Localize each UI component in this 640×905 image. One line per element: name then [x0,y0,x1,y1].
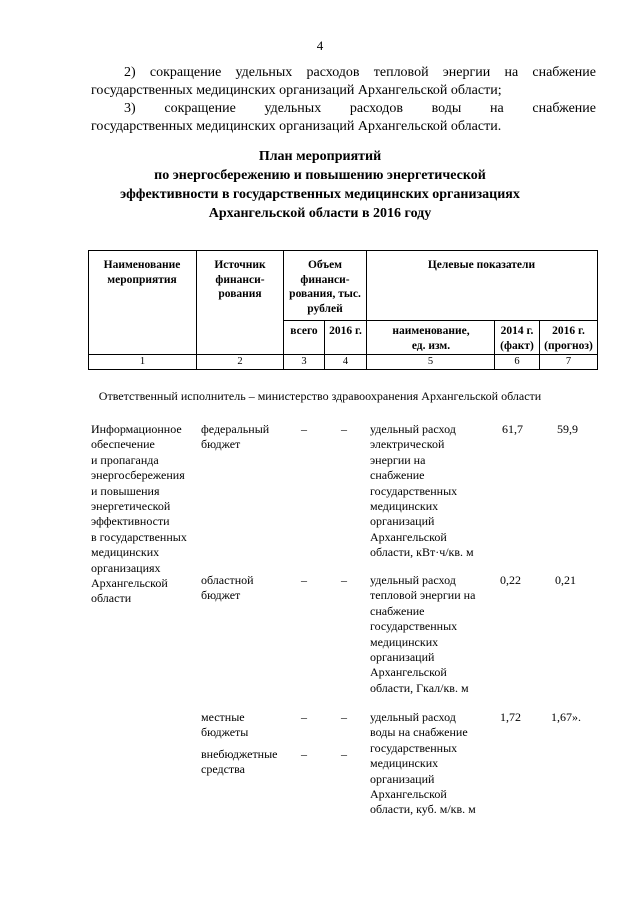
value-2016: – [341,747,347,761]
fact-2014-electricity: 61,7 [502,422,523,436]
value-2016: – [341,710,347,724]
indicator-water: удельный расход воды на снабжение государственных медицинских организаций Архангельской области, куб. м/кв. м [370,710,476,817]
header-2016-forecast: 2016 г. (прогноз) [544,325,593,352]
forecast-2016-heat: 0,21 [555,573,576,587]
column-number: 3 [301,356,307,367]
header-indicator-name: наименование, ед. изм. [392,325,470,352]
plan-title-line-1: План мероприятий [258,149,382,164]
source-federal-budget: федеральный бюджет [201,422,270,452]
intro-item-3-line-1: 3) сокращение удельных расходов воды на снабжение [124,101,596,116]
plan-title-line-3: эффективности в государственных медицинских организациях [120,187,520,202]
indicator-heat: удельный расход тепловой энергии на снабжение государственных медицинских организаций Архангельской области, Гкал/кв. м [370,573,476,695]
source-local-budgets: местные бюджеты [201,710,249,740]
header-target-indicators: Целевые показатели [427,259,536,271]
intro-item-2-line-2: государственных медицинских организаций Архангельской области; [91,83,502,98]
value-2016: – [341,573,347,587]
indicator-electricity: удельный расход электрической энергии на снабжение государственных медицинских организаций Архангельской области, кВт·ч/кв. м [370,422,474,560]
action-name: Информационное обеспечение и пропаганда энергосбережения и повышения энергетической эффективности в государственных медицинских организациях Архангельской области [91,422,187,606]
forecast-2016-water: 1,67». [551,710,581,724]
responsible-executor: Ответственный исполнитель – министерство здравоохранения Архангельской области [98,389,542,403]
intro-item-2-line-1: 2) сокращение удельных расходов тепловой энергии на снабжение [124,65,596,80]
total-value: – [301,422,307,436]
source-extrabudgetary: внебюджетные средства [201,747,278,777]
column-number: 4 [342,356,349,367]
value-2016: – [341,422,347,436]
forecast-2016-electricity: 59,9 [557,422,578,436]
total-value: – [301,747,307,761]
fact-2014-water: 1,72 [500,710,521,724]
column-number: 2 [237,356,243,367]
intro-item-3-line-2: государственных медицинских организаций Архангельской области. [91,119,502,134]
total-value: – [301,710,307,724]
column-number: 7 [565,356,572,367]
header-total: всего [290,325,318,337]
source-regional-budget: областной бюджет [201,573,254,603]
plan-title-line-2: по энергосбережению и повышению энергетической [154,168,486,183]
column-number: 6 [514,356,520,367]
column-number: 5 [427,356,434,367]
header-funding-volume: Объем финанси-рования, тыс. рублей [289,259,361,315]
header-2016: 2016 г. [329,325,362,337]
plan-title [0,147,640,223]
header-funding-source: Источник финанси-рования [214,259,266,300]
page-number: 4 [316,38,324,53]
header-action-name: Наименование мероприятия [103,259,181,286]
fact-2014-heat: 0,22 [500,573,521,587]
header-2014-fact: 2014 г. (факт) [500,325,534,352]
total-value: – [301,573,307,587]
column-number: 1 [139,356,146,367]
plan-title-line-4: Архангельской области в 2016 году [208,206,432,221]
